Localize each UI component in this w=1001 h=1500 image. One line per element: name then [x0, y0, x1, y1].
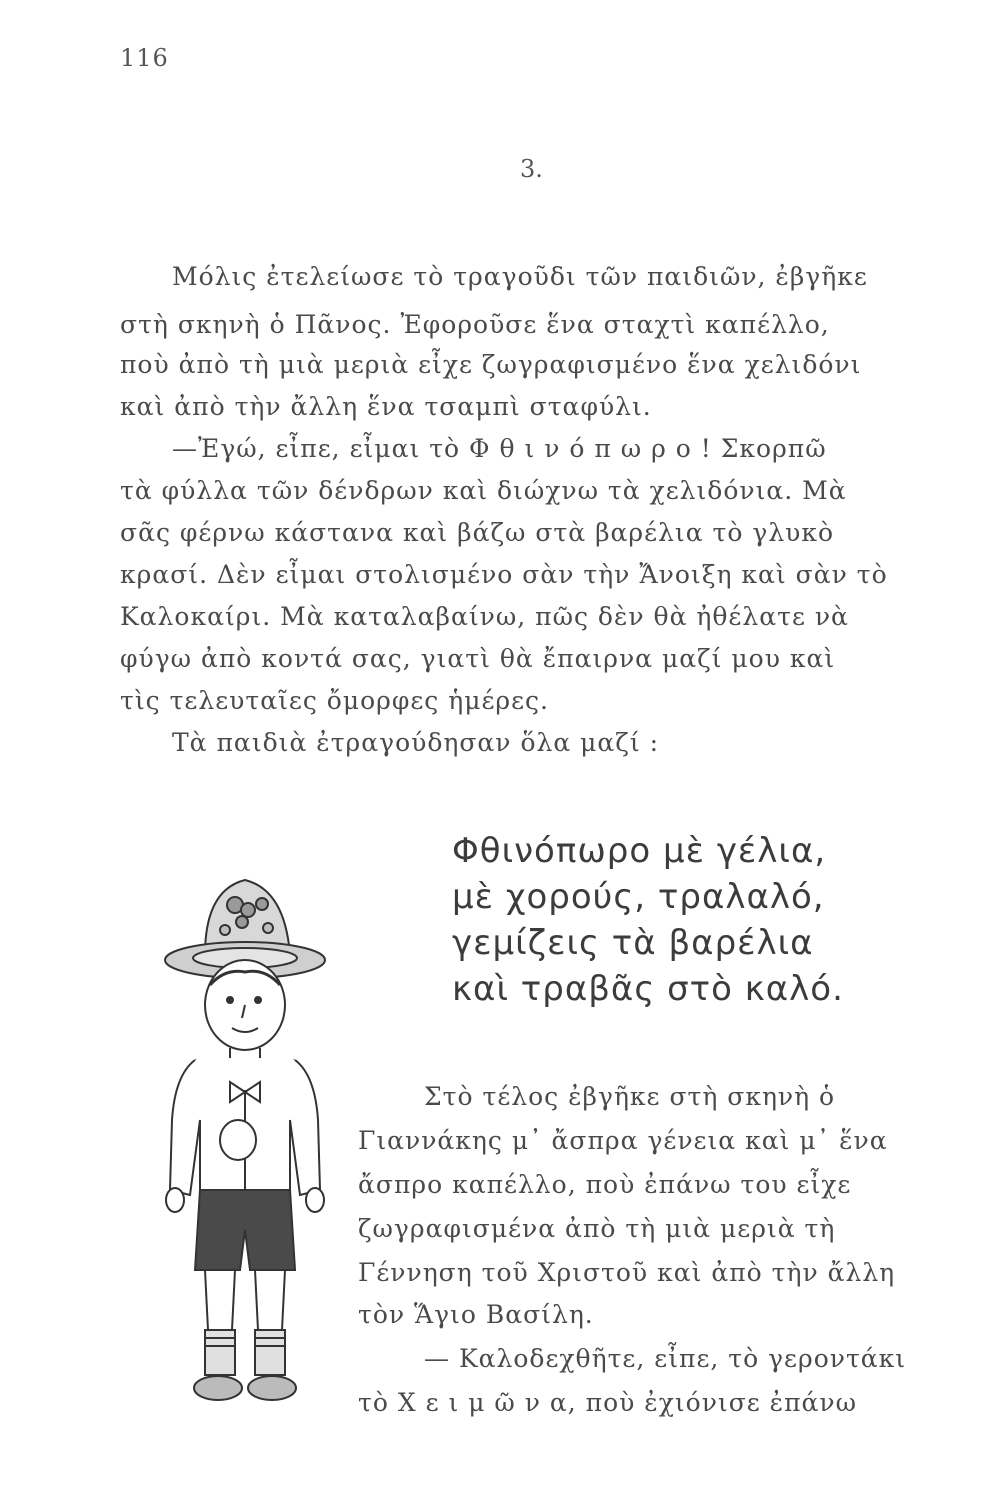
prose-line: σᾶς φέρνω κάστανα καὶ βάζω στὰ βαρέλια τὸ γλυκὸ [120, 518, 835, 547]
right-line: — Καλοδεχθῆτε, εἶπε, τὸ γεροντάκι [424, 1344, 907, 1373]
poem-line: γεμίζεις τὰ βαρέλια [452, 923, 814, 963]
prose-line: καὶ ἀπὸ τὴν ἄλλη ἕνα τσαμπὶ σταφύλι. [120, 392, 652, 421]
prose-line: στὴ σκηνὴ ὁ Πᾶνος. Ἐφοροῦσε ἕνα σταχτὶ καπέλλο, [120, 310, 830, 339]
right-line: Γιαννάκης μ᾽ ἄσπρα γένεια καὶ μ᾽ ἕνα [358, 1126, 888, 1155]
poem-line: καὶ τραβᾶς στὸ καλό. [452, 969, 844, 1009]
prose-line: Τὰ παιδιὰ ἐτραγούδησαν ὅλα μαζί : [172, 728, 660, 757]
boy-with-hat-illustration [150, 860, 340, 1420]
right-line: τὸν Ἅγιο Βασίλη. [358, 1300, 594, 1329]
poem-line: Φθινόπωρο μὲ γέλια, [452, 831, 827, 871]
prose-line: τὰ φύλλα τῶν δένδρων καὶ διώχνω τὰ χελιδόνια. Μὰ [120, 476, 847, 505]
prose-line: τὶς τελευταῖες ὄμορφες ἡμέρες. [120, 686, 549, 715]
right-line: τὸ Χ ε ι μ ῶ ν α, ποὺ ἐχιόνισε ἐπάνω [358, 1388, 857, 1417]
right-line: ἄσπρο καπέλλο, ποὺ ἐπάνω του εἶχε [358, 1170, 852, 1199]
section-number: 3. [520, 155, 543, 183]
right-line: Στὸ τέλος ἐβγῆκε στὴ σκηνὴ ὁ [424, 1082, 836, 1111]
poem [452, 828, 844, 1012]
right-line: Γέννηση τοῦ Χριστοῦ καὶ ἀπὸ τὴν ἄλλη [358, 1258, 896, 1287]
prose-line: Μόλις ἐτελείωσε τὸ τραγοῦδι τῶν παιδιῶν, ἐβγῆκε [172, 262, 868, 291]
poem-line: μὲ χορούς, τραλαλό, [452, 877, 825, 917]
prose-line: κρασί. Δὲν εἶμαι στολισμένο σὰν τὴν Ἄνοιξη καὶ σὰν τὸ [120, 560, 888, 589]
prose-line: Καλοκαίρι. Μὰ καταλαβαίνω, πῶς δὲν θὰ ἠθέλατε νὰ [120, 602, 849, 631]
prose-line: φύγω ἀπὸ κοντά σας, γιατὶ θὰ ἔπαιρνα μαζί μου καὶ [120, 644, 836, 673]
page-number: 116 [120, 44, 169, 72]
right-line: ζωγραφισμένα ἀπὸ τὴ μιὰ μεριὰ τὴ [358, 1214, 836, 1243]
prose-line: ποὺ ἀπὸ τὴ μιὰ μεριὰ εἶχε ζωγραφισμένο ἕνα χελιδόνι [120, 350, 862, 379]
prose-line: —Ἐγώ, εἶπε, εἶμαι τὸ Φ θ ι ν ό π ω ρ ο ! Σκορπῶ [172, 434, 827, 463]
